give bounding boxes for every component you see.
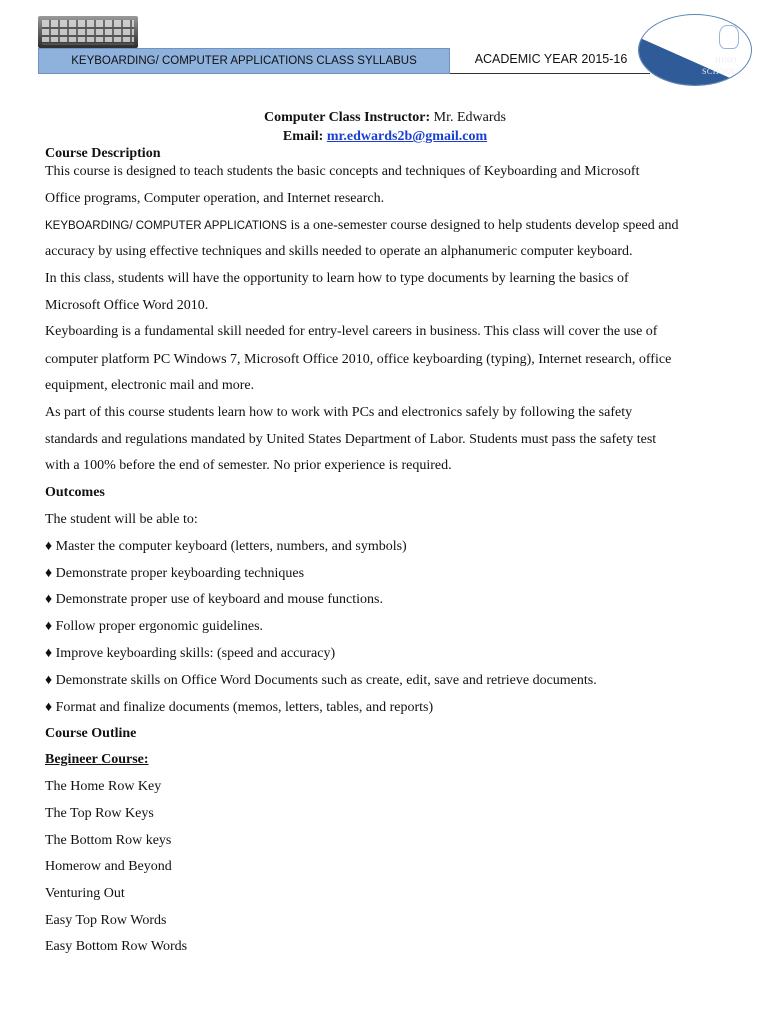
mascot-icon [719, 25, 739, 49]
course-name-lead: KEYBOARDING/ COMPUTER APPLICATIONS [45, 220, 287, 232]
academic-year: ACADEMIC YEAR 2015-16 [474, 52, 628, 66]
description-p4-line2: computer platform PC Windows 7, Microsoft Office 2010, office keyboarding (typing), Internet research, office [45, 352, 672, 367]
header-divider [450, 73, 650, 74]
description-p1-line2: Office programs, Computer operation, and Internet research. [45, 191, 385, 206]
description-p2-line2: accuracy by using effective techniques and skills needed to operate an alphanumeric computer keyboard. [45, 244, 633, 259]
outline-item: The Top Row Keys [45, 806, 154, 821]
syllabus-title-bar [38, 48, 450, 74]
description-p1-line1: This course is designed to teach students the basic concepts and techniques of Keyboarding and Microsoft [45, 164, 640, 179]
description-p2-line1 [45, 218, 679, 234]
email-label: Email: [282, 129, 327, 144]
instructor-line [0, 110, 770, 126]
instructor-name: Mr. Edwards [430, 110, 506, 125]
beginner-course-subheading: Begineer Course: [45, 752, 149, 767]
email-link[interactable]: mr.edwards2b@gmail.com [326, 129, 488, 144]
course-outline-heading: Course Outline [45, 726, 137, 741]
outcome-item: ♦ Master the computer keyboard (letters, numbers, and symbols) [45, 539, 407, 554]
outcome-item: ♦ Demonstrate proper keyboarding techniques [45, 566, 305, 581]
instructor-label: Computer Class Instructor: [263, 110, 431, 125]
school-logo [638, 14, 752, 86]
outline-item: Easy Top Row Words [45, 913, 167, 928]
outcome-item: ♦ Demonstrate skills on Office Word Documents such as create, edit, save and retrieve documents. [45, 673, 597, 688]
outline-item: Venturing Out [45, 886, 125, 901]
description-p5-line1: As part of this course students learn how to work with PCs and electronics safely by following the safety [45, 405, 633, 420]
logo-text-line2: SCHOOL [701, 67, 737, 76]
logo-text-line1: HINO [715, 56, 737, 65]
outcome-item: ♦ Follow proper ergonomic guidelines. [45, 619, 264, 634]
description-p5-line2: standards and regulations mandated by United States Department of Labor. Students must pass the safety test [45, 432, 657, 447]
outline-item: Homerow and Beyond [45, 859, 172, 874]
outline-item: The Bottom Row keys [45, 833, 172, 848]
email-line [0, 129, 770, 145]
outline-item: The Home Row Key [45, 779, 162, 794]
outcome-item: ♦ Improve keyboarding skills: (speed and accuracy) [45, 646, 336, 661]
outcomes-heading: Outcomes [45, 485, 105, 500]
syllabus-title: KEYBOARDING/ COMPUTER APPLICATIONS CLASS SYLLABUS [71, 55, 417, 67]
description-p3-line1: In this class, students will have the opportunity to learn how to type documents by learning the basics of [45, 271, 629, 286]
description-p4-line1: Keyboarding is a fundamental skill needed for entry-level careers in business. This class will cover the use of [45, 324, 658, 339]
outcome-item: ♦ Demonstrate proper use of keyboard and mouse functions. [45, 592, 383, 607]
description-p2-rest: is a one-semester course designed to help students develop speed and [286, 218, 679, 233]
keyboard-image [38, 16, 138, 48]
description-p5-line3: with a 100% before the end of semester. No prior experience is required. [45, 458, 452, 473]
description-p4-line3: equipment, electronic mail and more. [45, 378, 255, 393]
outcomes-intro: The student will be able to: [45, 512, 198, 527]
outcome-item: ♦ Format and finalize documents (memos, letters, tables, and reports) [45, 700, 434, 715]
description-p3-line2: Microsoft Office Word 2010. [45, 298, 209, 313]
outline-item: Easy Bottom Row Words [45, 939, 188, 954]
course-description-heading: Course Description [45, 146, 161, 161]
